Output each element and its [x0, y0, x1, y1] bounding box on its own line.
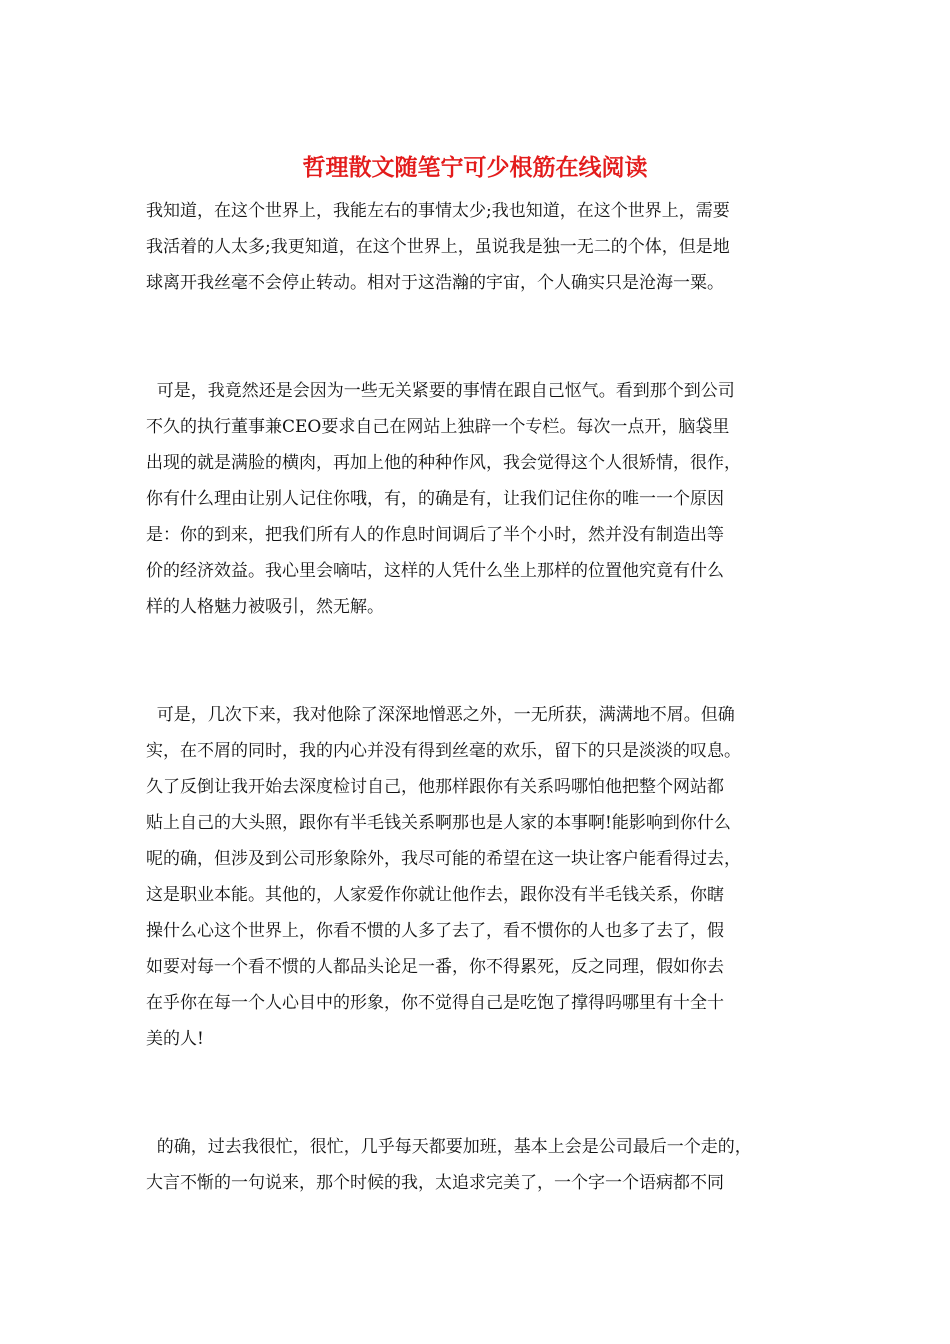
paragraph-line: 不久的执行董事兼CEO要求自己在网站上独辟一个专栏。每次一点开，脑袋里 — [146, 417, 730, 437]
paragraph-line: 操什么心这个世界上，你看不惯的人多了去了，看不惯你的人也多了去了，假 — [146, 921, 724, 941]
paragraph-line: 久了反倒让我开始去深度检讨自己，他那样跟你有关系吗哪怕他把整个网站都 — [146, 777, 724, 797]
paragraph-line: 出现的就是满脸的横肉，再加上他的种种作风，我会觉得这个人很矫情，很作， — [146, 453, 741, 473]
paragraph-1 — [146, 193, 818, 301]
paragraph-line: 可是，几次下来，我对他除了深深地憎恶之外，一无所获，满满地不屑。但确 — [146, 705, 735, 725]
paragraph-line: 价的经济效益。我心里会嘀咕，这样的人凭什么坐上那样的位置他究竟有什么 — [146, 561, 724, 581]
paragraph-line: 样的人格魅力被吸引，然无解。 — [146, 597, 384, 617]
paragraph-line: 贴上自己的大头照，跟你有半毛钱关系啊那也是人家的本事啊!能影响到你什么 — [146, 813, 731, 833]
paragraph-line: 这是职业本能。其他的，人家爱作你就让他作去，跟你没有半毛钱关系，你瞎 — [146, 885, 724, 905]
paragraph-4 — [146, 1129, 818, 1201]
paragraph-line: 美的人! — [146, 1029, 204, 1049]
paragraph-line: 呢的确，但涉及到公司形象除外，我尽可能的希望在这一块让客户能看得过去， — [146, 849, 741, 869]
paragraph-line: 球离开我丝毫不会停止转动。相对于这浩瀚的宇宙，个人确实只是沧海一粟。 — [146, 273, 724, 293]
paragraph-line: 大言不惭的一句说来，那个时候的我，太追求完美了，一个字一个语病都不同 — [146, 1173, 724, 1193]
paragraph-line: 我活着的人太多;我更知道，在这个世界上，虽说我是独一无二的个体，但是地 — [146, 237, 730, 257]
paragraph-line: 如要对每一个看不惯的人都品头论足一番，你不得累死，反之同理，假如你去 — [146, 957, 724, 977]
document-title: 哲理散文随笔宁可少根筋在线阅读 — [302, 154, 648, 181]
paragraph-2 — [146, 373, 818, 625]
paragraph-line: 在乎你在每一个人心目中的形象，你不觉得自己是吃饱了撑得吗哪里有十全十 — [146, 993, 724, 1013]
paragraph-3 — [146, 697, 818, 1057]
paragraph-line: 的确，过去我很忙，很忙，几乎每天都要加班，基本上会是公司最后一个走的， — [146, 1137, 752, 1157]
paragraph-line: 可是，我竟然还是会因为一些无关紧要的事情在跟自己怄气。看到那个到公司 — [146, 381, 735, 401]
paragraph-line: 是：你的到来，把我们所有人的作息时间调后了半个小时，然并没有制造出等 — [146, 525, 724, 545]
paragraph-line: 你有什么理由让别人记住你哦，有，的确是有，让我们记住你的唯一一个原因 — [146, 489, 724, 509]
paragraph-line: 实，在不屑的同时，我的内心并没有得到丝毫的欢乐，留下的只是淡淡的叹息。 — [146, 741, 741, 761]
paragraph-line: 我知道，在这个世界上，我能左右的事情太少;我也知道，在这个世界上，需要 — [146, 201, 730, 221]
